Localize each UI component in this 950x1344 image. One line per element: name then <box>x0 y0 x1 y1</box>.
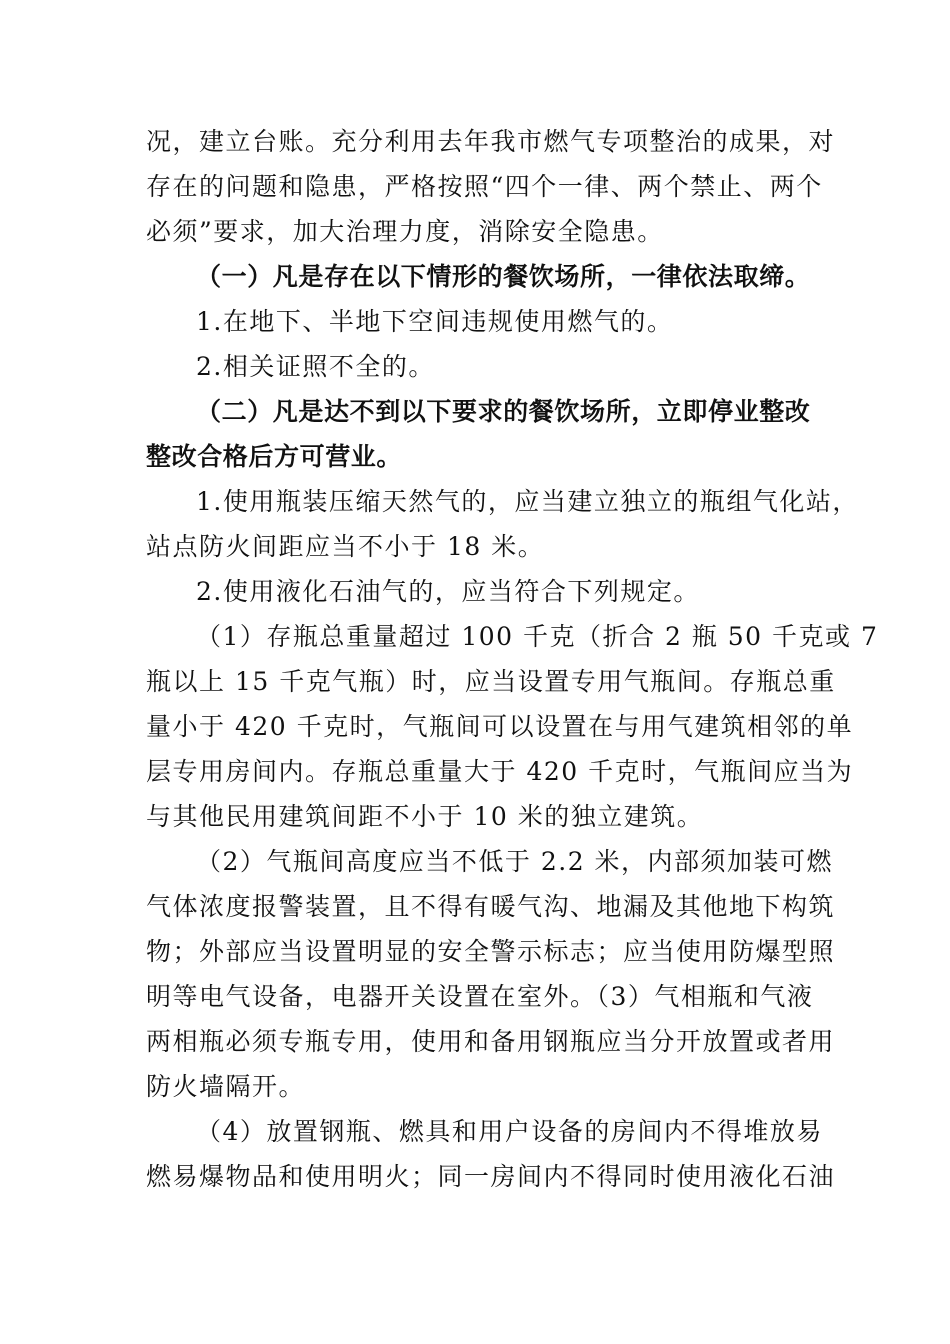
body-text-line: 必须”要求，加大治理力度，消除安全隐患。 <box>146 217 664 246</box>
body-text-line: 站点防火间距应当不小于 18 米。 <box>146 532 545 561</box>
body-text-line: 瓶以上 15 千克气瓶）时，应当设置专用气瓶间。存瓶总重 <box>146 667 836 696</box>
list-item: 2.相关证照不全的。 <box>196 352 435 381</box>
body-text-line: 况，建立台账。充分利用去年我市燃气专项整治的成果，对 <box>146 127 836 156</box>
body-text-line: 明等电气设备，电器开关设置在室外。（3）气相瓶和气液 <box>146 982 814 1011</box>
body-text-line: 气体浓度报警装置，且不得有暖气沟、地漏及其他地下构筑 <box>146 892 836 921</box>
body-text-line: 量小于 420 千克时，气瓶间可以设置在与用气建筑相邻的单 <box>146 712 854 741</box>
section-heading-2: （二）凡是达不到以下要求的餐饮场所，立即停业整改 <box>196 397 811 426</box>
sub-item: （4）放置钢瓶、燃具和用户设备的房间内不得堆放易 <box>196 1117 823 1146</box>
body-text-line: 与其他民用建筑间距不小于 10 米的独立建筑。 <box>146 802 704 831</box>
body-text-line: 层专用房间内。存瓶总重量大于 420 千克时，气瓶间应当为 <box>146 757 854 786</box>
section-heading-2-continued: 整改合格后方可营业。 <box>146 442 403 471</box>
body-text-line: 物；外部应当设置明显的安全警示标志；应当使用防爆型照 <box>146 937 836 966</box>
list-item: 1.使用瓶装压缩天然气的，应当建立独立的瓶组气化站， <box>196 487 859 516</box>
list-item: 2.使用液化石油气的，应当符合下列规定。 <box>196 577 700 606</box>
list-item: 1.在地下、半地下空间违规使用燃气的。 <box>196 307 674 336</box>
body-text-line: 两相瓶必须专瓶专用，使用和备用钢瓶应当分开放置或者用 <box>146 1027 836 1056</box>
sub-item: （1）存瓶总重量超过 100 千克（折合 2 瓶 50 千克或 7 <box>196 622 879 651</box>
body-text-line: 防火墙隔开。 <box>146 1072 306 1101</box>
body-text-line: 存在的问题和隐患，严格按照“四个一律、两个禁止、两个 <box>146 172 823 201</box>
body-text-line: 燃易爆物品和使用明火；同一房间内不得同时使用液化石油 <box>146 1162 836 1191</box>
sub-item: （2）气瓶间高度应当不低于 2.2 米，内部须加装可燃 <box>196 847 834 876</box>
section-heading-1: （一）凡是存在以下情形的餐饮场所，一律依法取缔。 <box>196 262 811 291</box>
